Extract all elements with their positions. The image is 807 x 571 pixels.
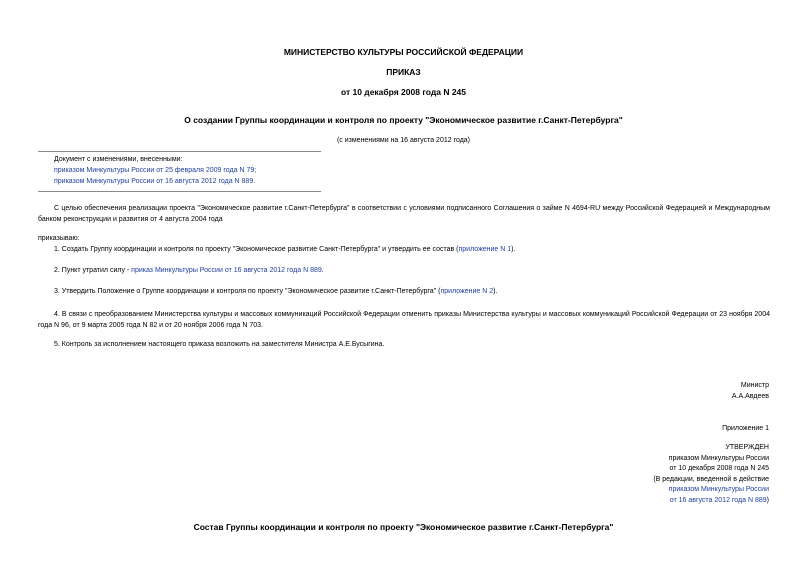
appendix-2-link[interactable]: приложение N 2 — [440, 288, 494, 295]
item-2 — [54, 267, 324, 274]
appendix-1-link[interactable]: приложение N 1 — [458, 246, 512, 253]
signature-name: А.А.Авдеев — [731, 392, 769, 400]
item-1-text: 1. Создать Группу координации и контроля по проекту "Экономическое развитие Санкт-Петербурга" и утвердить ее состав ( — [54, 246, 459, 253]
preamble-paragraph: С целью обеспечения реализации проекта "Экономическое развитие г.Санкт-Петербурга" в соответствии с условиями подписанного Соглашения о займе N 4694-RU между Российской Федерацией и Международным банком реконструкции и развития от 4 августа 2004 года — [38, 205, 770, 223]
changes-box-bottom-rule — [38, 191, 321, 192]
order-word: приказываю: — [38, 235, 80, 242]
approved-by-order: приказом Минкультуры России — [668, 454, 769, 462]
signature-position: Министр — [740, 382, 769, 389]
edition-close: ) — [766, 496, 769, 504]
edition-link-1[interactable]: приказом Минкультуры России — [668, 486, 769, 493]
ministry-heading: МИНИСТЕРСТВО КУЛЬТУРЫ РОССИЙСКОЙ ФЕДЕРАЦИИ — [283, 47, 524, 57]
approved-date-number: от 10 декабря 2008 года N 245 — [669, 465, 769, 472]
order-889-link[interactable]: приказ Минкультуры России от 16 августа 2012 года N 889 — [131, 267, 322, 274]
item-3-text: 3. Утвердить Положение о Группе координации и контроля по проекту "Экономическое развитие г.Санкт-Петербурга" ( — [54, 288, 441, 295]
item-2-end: . — [321, 267, 324, 274]
order-date-number: от 10 декабря 2008 года N 245 — [340, 87, 467, 97]
signature-block — [732, 381, 769, 402]
item-4: 4. В связи с преобразованием Министерства культуры и массовых коммуникаций Российской Федерации отменить приказы Министерства культуры и массовых коммуникаций Российской Федерации от 23 ноября 2004 года N 96, от 9 марта 2005 года N 82 и от 20 ноября 2006 года N 703. — [38, 311, 770, 329]
approved-word: УТВЕРЖДЕН — [725, 444, 769, 451]
item-1 — [54, 246, 515, 253]
changes-link-1[interactable]: приказом Минкультуры России от 25 февраля 2009 года N 79; — [54, 167, 257, 174]
changes-box-intro: Документ с изменениями, внесенными: — [54, 156, 183, 163]
item-2-text: 2. Пункт утратил силу - — [54, 267, 132, 274]
item-3 — [54, 288, 497, 295]
changes-link-2[interactable]: приказом Минкультуры России от 16 августа 2012 года N 889. — [54, 178, 256, 185]
changes-box-top-rule — [38, 151, 321, 152]
changes-note: (с изменениями на 16 августа 2012 года) — [336, 137, 471, 144]
appendix-approval-block — [653, 443, 769, 506]
item-3-end: ). — [493, 288, 498, 295]
item-1-end: ). — [511, 246, 516, 253]
appendix-title: Состав Группы координации и контроля по проекту "Экономическое развитие г.Санкт-Петербурга" — [193, 522, 614, 532]
order-title: О создании Группы координации и контроля по проекту "Экономическое развитие г.Санкт-Петербурга" — [184, 115, 623, 125]
appendix-label: Приложение 1 — [722, 425, 769, 432]
doc-type-heading: ПРИКАЗ — [386, 67, 421, 77]
edition-link-2[interactable]: от 16 августа 2012 года N 889 — [669, 496, 767, 504]
edition-note: (В редакции, введенной в действие — [653, 475, 769, 483]
item-5: 5. Контроль за исполнением настоящего приказа возложить на заместителя Министра А.Е.Бусыгина. — [54, 341, 385, 348]
